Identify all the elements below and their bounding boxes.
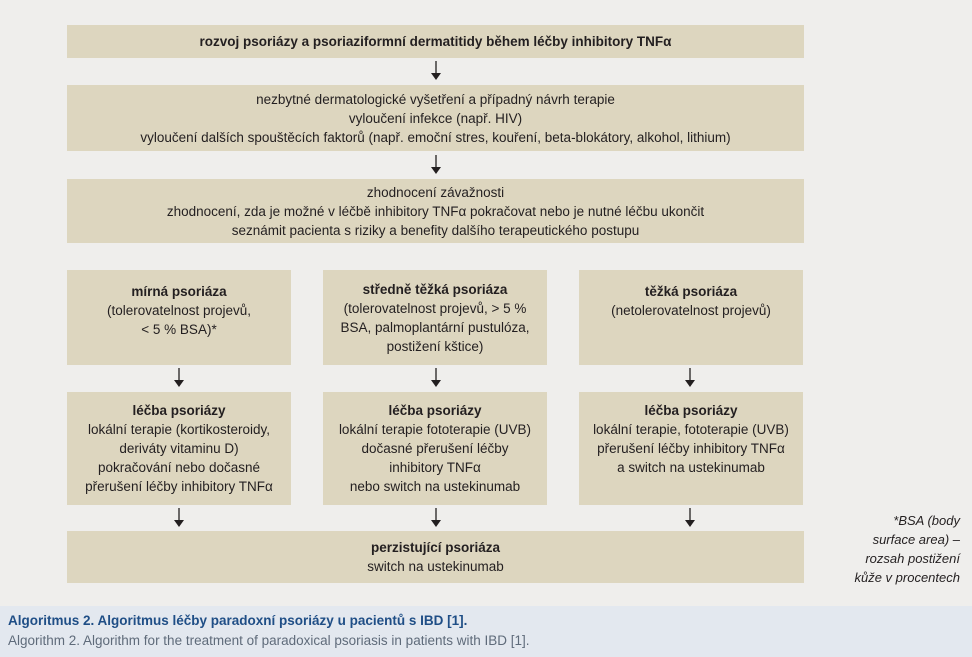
persistent-psoriasis-box (67, 531, 804, 583)
mild-treatment-line: přerušení léčby inhibitory TNFα (85, 479, 273, 494)
moderate-treatment-line: lokální terapie fototerapie (UVB) (338, 422, 532, 437)
moderate-psoriasis-line: BSA, palmoplantární pustulóza, (340, 320, 530, 335)
moderate-psoriasis-line: (tolerovatelnost projevů, > 5 % (343, 301, 527, 316)
mild-treatment-box (67, 392, 291, 505)
moderate-psoriasis-line: postižení kštice) (386, 339, 484, 354)
footnote-line: kůže v procentech (854, 570, 960, 585)
down-arrow-icon (430, 155, 442, 175)
moderate-psoriasis-box (323, 270, 547, 365)
moderate-treatment-title: léčba psoriázy (388, 403, 482, 418)
bsa-footnote (830, 511, 960, 587)
moderate-treatment-box (323, 392, 547, 505)
mild-treatment-line: lokální terapie (kortikosteroidy, (87, 422, 271, 437)
severe-psoriasis-box (579, 270, 803, 365)
onset-box (67, 25, 804, 58)
down-arrow-icon (684, 508, 696, 528)
mild-treatment-title: léčba psoriázy (132, 403, 226, 418)
assessment-line: zhodnocení, zda je možné v léčbě inhibitory TNFα pokračovat nebo je nutné léčbu ukončit (166, 203, 705, 219)
examination-line: vyloučení dalších spouštěcích faktorů (např. emoční stres, kouření, beta-blokátory, alkohol, lithium) (140, 129, 731, 145)
footnote-line: *BSA (body (893, 513, 960, 528)
examination-box (67, 85, 804, 151)
severe-psoriasis-title: těžká psoriáza (644, 284, 738, 299)
footnote-line: surface area) – (872, 532, 960, 547)
severe-treatment-line: přerušení léčby inhibitory TNFα (597, 441, 785, 456)
mild-treatment-line: pokračování nebo dočasné (97, 460, 261, 475)
moderate-psoriasis-title: středně těžká psoriáza (362, 282, 508, 297)
caption-czech: Algoritmus 2. Algoritmus léčby paradoxní psoriázy u pacientů s IBD [1]. (8, 613, 468, 628)
severe-treatment-title: léčba psoriázy (644, 403, 738, 418)
severe-treatment-line: a switch na ustekinumab (617, 460, 765, 475)
severe-treatment-box (579, 392, 803, 505)
down-arrow-icon (430, 368, 442, 388)
assessment-line: seznámit pacienta s riziky a benefity dalšího terapeutického postupu (231, 222, 640, 238)
persistent-psoriasis-line: switch na ustekinumab (367, 559, 504, 574)
persistent-psoriasis-title: perzistující psoriáza (370, 540, 501, 555)
footnote-line: rozsah postižení (865, 551, 960, 566)
examination-line: vyloučení infekce (např. HIV) (348, 110, 523, 126)
mild-psoriasis-line: (tolerovatelnost projevů, (106, 303, 252, 318)
examination-line: nezbytné dermatologické vyšetření a případný návrh terapie (256, 91, 615, 107)
assessment-line: zhodnocení závažnosti (366, 184, 505, 200)
onset-title: rozvoj psoriázy a psoriaziformní dermatitidy během léčby inhibitory TNFα (199, 34, 672, 49)
severe-psoriasis-line: (netolerovatelnost projevů) (611, 303, 771, 318)
severe-treatment-line: lokální terapie, fototerapie (UVB) (593, 422, 789, 437)
down-arrow-icon (684, 368, 696, 388)
down-arrow-icon (173, 508, 185, 528)
down-arrow-icon (173, 368, 185, 388)
mild-psoriasis-box (67, 270, 291, 365)
moderate-treatment-line: inhibitory TNFα (389, 460, 481, 475)
mild-treatment-line: deriváty vitaminu D) (119, 441, 239, 456)
down-arrow-icon (430, 61, 442, 81)
mild-psoriasis-line: < 5 % BSA)* (141, 322, 217, 337)
mild-psoriasis-title: mírná psoriáza (131, 284, 227, 299)
moderate-treatment-line: dočasné přerušení léčby (361, 441, 509, 456)
assessment-box (67, 179, 804, 243)
moderate-treatment-line: nebo switch na ustekinumab (349, 479, 521, 494)
caption-english: Algorithm 2. Algorithm for the treatment of paradoxical psoriasis in patients with IBD [1]. (8, 633, 530, 648)
down-arrow-icon (430, 508, 442, 528)
